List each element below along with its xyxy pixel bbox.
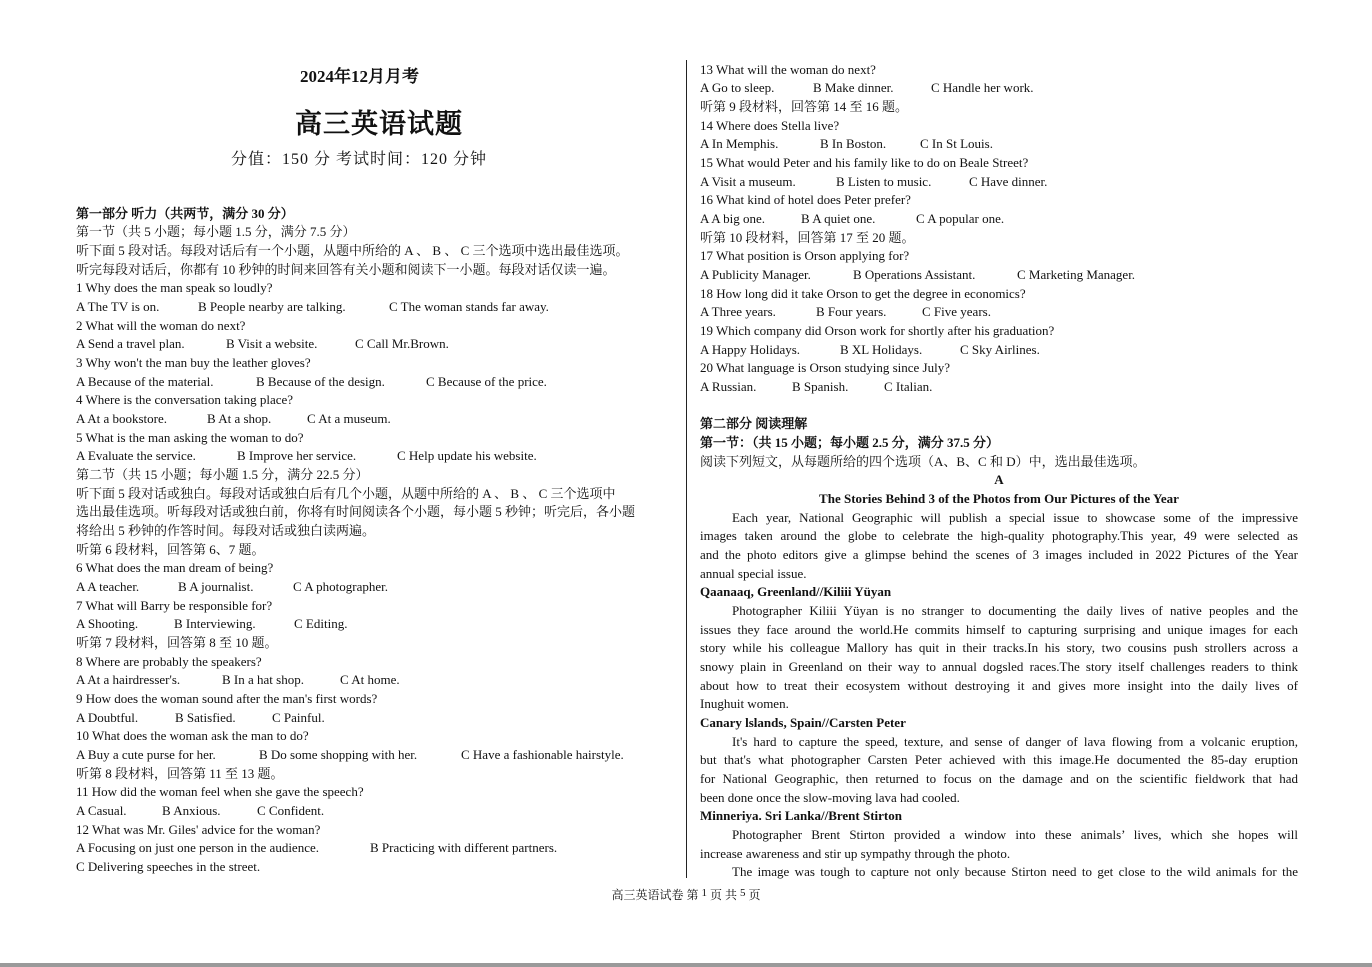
option-a: A Go to sleep.: [700, 80, 775, 95]
question-stem: 19 Which company did Orson work for shortly after his graduation?: [700, 323, 1055, 338]
option-b: B Because of the design.: [256, 374, 385, 389]
option-b: B Do some shopping with her.: [259, 747, 418, 762]
option-c: C At home.: [340, 672, 400, 687]
option-c: C Call Mr.Brown.: [355, 336, 449, 351]
question-stem: 13 What will the woman do next?: [700, 62, 876, 77]
question-stem: 7 What will Barry be responsible for?: [76, 598, 273, 613]
paragraph-line: increase awareness and stir up sympathy through the photo.: [700, 846, 1011, 861]
option-a: A Visit a museum.: [700, 174, 796, 189]
paragraph-line: story while his colleague Mallory has quit in their tracks.In his story, two cousins push strollers across a: [700, 640, 1298, 655]
question-stem: 20 What language is Orson studying since July?: [700, 360, 950, 375]
option-c: C A popular one.: [916, 211, 1005, 226]
option-c: C Painful.: [272, 710, 325, 725]
paragraph-line: Inughuit women.: [700, 696, 789, 711]
exam-subtitle: 分值：150 分 考试时间：120 分钟: [231, 151, 488, 168]
photo-heading: Minneriya. Sri Lanka//Brent Stirton: [700, 808, 902, 823]
passage-title: The Stories Behind 3 of the Photos from Our Pictures of the Year: [819, 491, 1179, 506]
part2-instructions: 阅读下列短文，从每题所给的四个选项（A、B、C 和 D）中，选出最佳选项。: [700, 454, 1146, 469]
passage-label: A: [994, 472, 1004, 487]
option-c: C Italian.: [884, 379, 933, 394]
option-c: C Confident.: [257, 803, 325, 818]
paragraph-line: It's hard to capture the speed, texture, and sense of danger of lava flowing from a volcanic eruption,: [732, 734, 1298, 749]
question-stem: 8 Where are probably the speakers?: [76, 654, 262, 669]
section1-instructions: 听完每段对话后，你都有 10 秒钟的时间来回答有关小题和阅读下一小题。每段对话仅读一遍。: [76, 262, 616, 277]
option-a: A A teacher.: [76, 579, 140, 594]
option-c: C Marketing Manager.: [1017, 267, 1136, 282]
option-a: A Buy a cute purse for her.: [76, 747, 216, 762]
section2-heading: 第二节（共 15 小题；每小题 1.5 分，满分 22.5 分）: [76, 467, 369, 482]
paragraph-line: issues they face around the world.He commits himself to capturing surprising and unique images for each: [700, 622, 1298, 637]
option-b: B Make dinner.: [813, 80, 894, 95]
photo-heading: Qaanaaq, Greenland//Kiliii Yüyan: [700, 584, 892, 599]
section2-instructions: 将给出 5 秒钟的作答时间。每段对话或独白读两遍。: [76, 523, 376, 538]
option-a: A At a bookstore.: [76, 411, 167, 426]
option-a: A Evaluate the service.: [76, 448, 196, 463]
section1-instructions: 听下面 5 段对话。每段对话后有一个小题，从题中所给的 A 、 B 、 C 三个选项中选出最佳选项。: [76, 243, 629, 258]
section1-heading: 第一节（共 5 小题；每小题 1.5 分，满分 7.5 分）: [76, 224, 356, 239]
paragraph-line: for National Geographic, then returned to focus on the damage and on the scientific fieldwork that had: [700, 771, 1298, 786]
question-stem: 14 Where does Stella live?: [700, 118, 840, 133]
option-c: C Five years.: [922, 304, 991, 319]
option-a: A In Memphis.: [700, 136, 779, 151]
section2-instructions: 选出最佳选项。听每段对话或独白前，你将有时间阅读各个小题，每小题 5 秒钟；听完后，各小题: [76, 504, 636, 519]
option-b: B Interviewing.: [174, 616, 256, 631]
paragraph-line: and the photo editors give a glimpse behind the scenes of 3 images included in 2022 Pictures of the Year: [700, 547, 1298, 562]
paragraph-line: Photographer Kiliii Yüyan is no stranger to documenting the daily lives of native peoples and the: [732, 603, 1298, 618]
question-stem: 18 How long did it take Orson to get the degree in economics?: [700, 286, 1026, 301]
option-b: B In a hat shop.: [222, 672, 304, 687]
question-stem: 17 What position is Orson applying for?: [700, 248, 910, 263]
option-c: C Because of the price.: [426, 374, 547, 389]
option-c: C A photographer.: [293, 579, 388, 594]
question-stem: 1 Why does the man speak so loudly?: [76, 280, 273, 295]
paragraph-line: The image was tough to capture not only because Stirton need to get close to the wild animals for the: [732, 864, 1298, 879]
material-intro: 听第 10 段材料，回答第 17 至 20 题。: [700, 230, 915, 245]
option-b: B People nearby are talking.: [198, 299, 346, 314]
question-stem: 10 What does the woman ask the man to do?: [76, 728, 309, 743]
paragraph-line: been done once the slow-moving lava had cooled.: [700, 790, 960, 805]
option-a: A At a hairdresser's.: [76, 672, 181, 687]
option-b: B Operations Assistant.: [853, 267, 976, 282]
option-b: B XL Holidays.: [840, 342, 923, 357]
paragraph-line: images taken around the globe to celebrate the high-quality photography.This year, 49 were selected as: [700, 528, 1298, 543]
option-b: B At a shop.: [207, 411, 272, 426]
question-stem: 4 Where is the conversation taking place?: [76, 392, 294, 407]
option-c: C In St Louis.: [920, 136, 993, 151]
option-b: B A journalist.: [178, 579, 254, 594]
option-a: A Send a travel plan.: [76, 336, 185, 351]
exam-title: 高三英语试题: [295, 109, 463, 139]
option-a: A Focusing on just one person in the audience.: [76, 840, 319, 855]
question-stem: 15 What would Peter and his family like to do on Beale Street?: [700, 155, 1029, 170]
question-stem: 5 What is the man asking the woman to do?: [76, 430, 304, 445]
question-stem: 16 What kind of hotel does Peter prefer?: [700, 192, 911, 207]
option-b: B A quiet one.: [801, 211, 876, 226]
question-stem: 11 How did the woman feel when she gave the speech?: [76, 784, 364, 799]
footer-suffix: 页: [748, 888, 761, 902]
option-a: A Russian.: [700, 379, 757, 394]
material-intro: 听第 8 段材料，回答第 11 至 13 题。: [76, 766, 284, 781]
paragraph-line: about how to treat their ecosystem without destroying it and gives more insight into the daily lives of: [700, 678, 1298, 693]
section2-instructions: 听下面 5 段对话或独白。每段对话或独白后有几个小题，从题中所给的 A 、 B 、 C 三个选项中: [76, 486, 616, 501]
option-b: B In Boston.: [820, 136, 887, 151]
footer-page-number: 1: [701, 887, 707, 899]
paragraph-line: Each year, National Geographic will publish a special issue to showcase some of the impressive: [732, 510, 1298, 525]
option-c: C Have dinner.: [969, 174, 1048, 189]
part2-section-heading: 第一节：（共 15 小题；每小题 2.5 分，满分 37.5 分）: [700, 435, 1000, 450]
page-footer: [0, 886, 1372, 903]
question-stem: 3 Why won't the man buy the leather gloves?: [76, 355, 311, 370]
option-c: C Editing.: [294, 616, 348, 631]
part1-heading: 第一部分 听力（共两节，满分 30 分）: [76, 206, 294, 221]
footer-total-pages: 5: [740, 887, 746, 899]
question-stem: 9 How does the woman sound after the man's first words?: [76, 691, 378, 706]
option-a: A Happy Holidays.: [700, 342, 801, 357]
material-intro: 听第 9 段材料，回答第 14 至 16 题。: [700, 99, 909, 114]
option-a: A Doubtful.: [76, 710, 139, 725]
option-a: A Casual.: [76, 803, 127, 818]
option-b: B Anxious.: [162, 803, 221, 818]
option-b: B Four years.: [816, 304, 887, 319]
paragraph-line: Photographer Brent Stirton provided a window into these animals’ lives, which she hopes will: [732, 827, 1298, 842]
paragraph-line: annual special issue.: [700, 566, 807, 581]
question-stem: 12 What was Mr. Giles' advice for the woman?: [76, 822, 321, 837]
option-c: C The woman stands far away.: [389, 299, 549, 314]
option-a: A Shooting.: [76, 616, 139, 631]
option-b: B Practicing with different partners.: [370, 840, 558, 855]
option-c: C At a museum.: [307, 411, 391, 426]
option-b: B Satisfied.: [175, 710, 236, 725]
footer-prefix: 高三英语试卷 第: [611, 888, 699, 902]
question-stem: 2 What will the woman do next?: [76, 318, 246, 333]
option-b: B Spanish.: [792, 379, 849, 394]
option-c: C Have a fashionable hairstyle.: [461, 747, 624, 762]
material-intro: 听第 6 段材料，回答第 6、7 题。: [76, 542, 265, 557]
option-b: B Listen to music.: [836, 174, 932, 189]
part2-heading: 第二部分 阅读理解: [700, 416, 808, 431]
option-c: C Sky Airlines.: [960, 342, 1040, 357]
option-c: C Handle her work.: [931, 80, 1034, 95]
option-c: C Help update his website.: [397, 448, 537, 463]
option-a: A Publicity Manager.: [700, 267, 811, 282]
option-b: B Improve her service.: [237, 448, 357, 463]
paragraph-line: but that's what photographer Carsten Peter achieved with this image.He documented the 85-day eruption: [700, 752, 1298, 767]
paragraph-line: snowy plain in Greenland on their way to annual dogsled races.The story itself challenges readers to think: [700, 659, 1298, 674]
question-stem: 6 What does the man dream of being?: [76, 560, 274, 575]
page-bottom-edge: [0, 963, 1372, 967]
option-a: A Because of the material.: [76, 374, 214, 389]
option-b: B Visit a website.: [226, 336, 318, 351]
footer-mid: 页 共: [709, 888, 737, 902]
option-a: A The TV is on.: [76, 299, 160, 314]
option-a: A Three years.: [700, 304, 776, 319]
photo-heading: Canary lslands, Spain//Carsten Peter: [700, 715, 906, 730]
material-intro: 听第 7 段材料，回答第 8 至 10 题。: [76, 635, 278, 650]
option-c: C Delivering speeches in the street.: [76, 859, 261, 874]
exam-date: 2024年12月月考: [300, 67, 419, 86]
option-a: A A big one.: [700, 211, 766, 226]
column-divider: [686, 60, 687, 878]
